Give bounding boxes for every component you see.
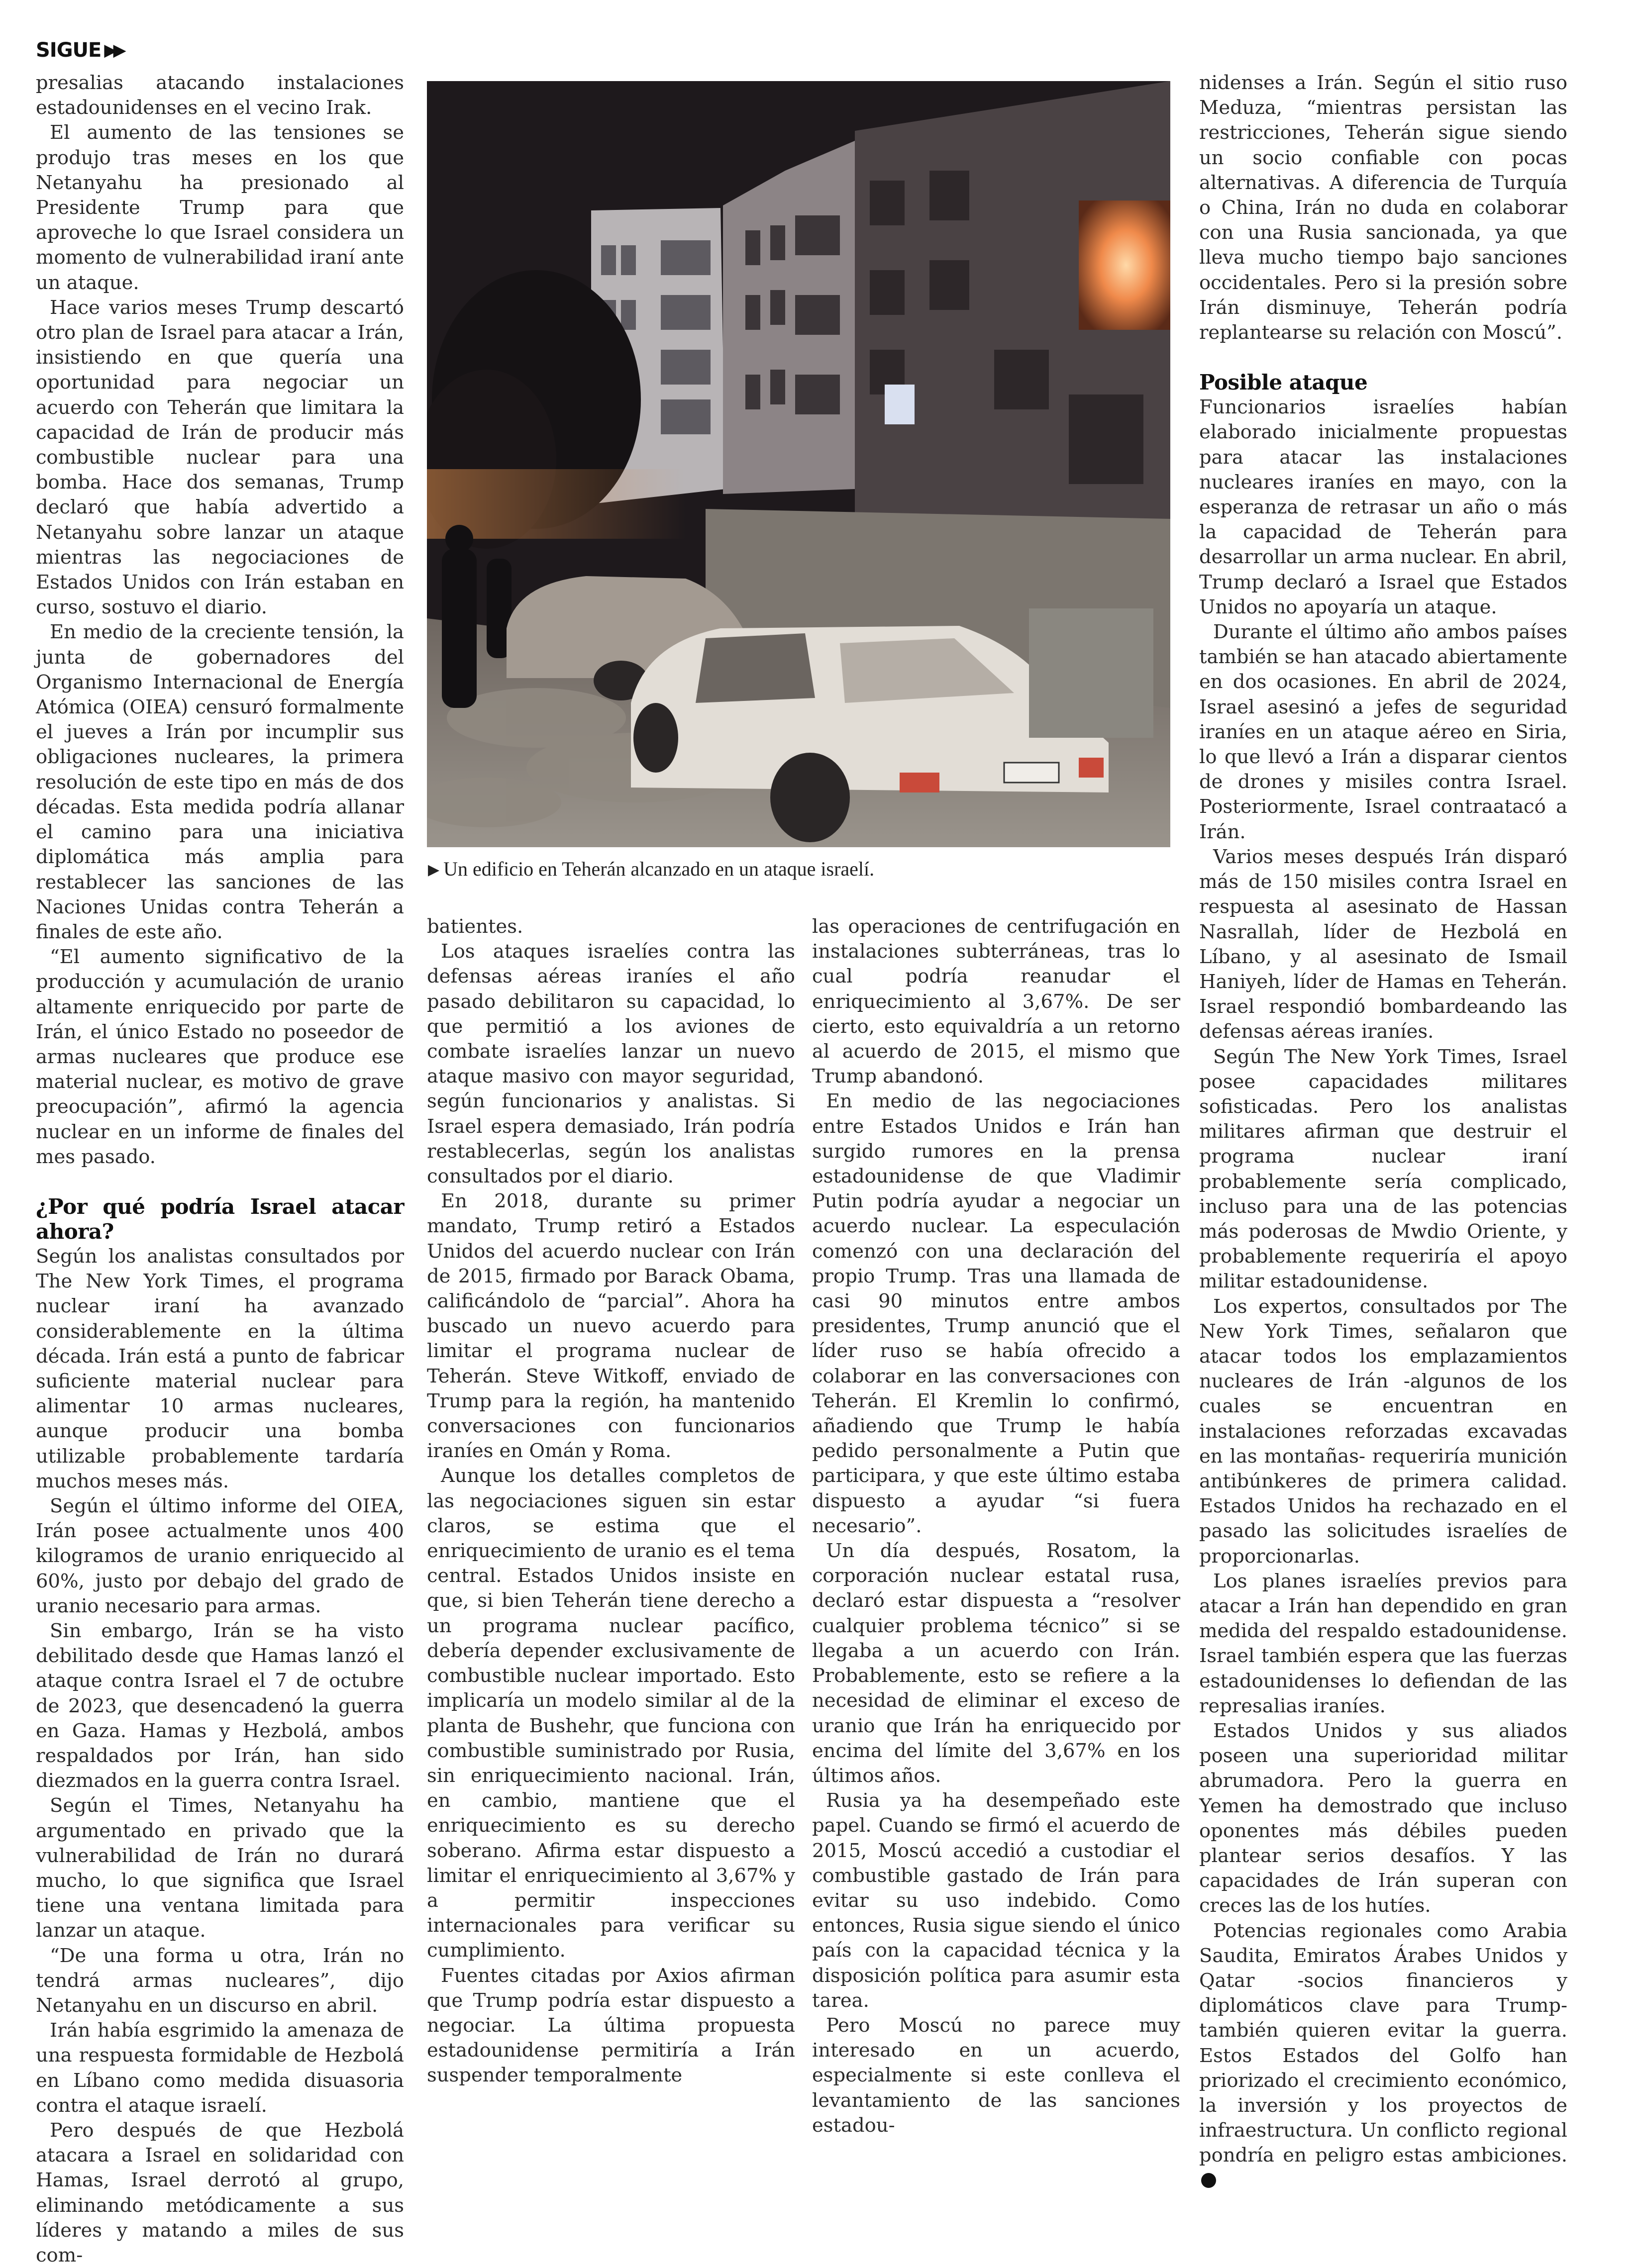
kicker-label: SIGUE [36,39,102,62]
article-paragraph [1199,1919,1567,2193]
paragraph-text: Según The New York Times, Israel posee capacidades militares sofisticadas. Pero los analistas militares afirman que destruir el programa nuclear iraní probablemente sería complicado, incluso para una de las potencias más poderosas de Mwdio Oriente, y probablemente requeriría el apoyo militar estadounidense. [1199,1045,1567,1293]
article-paragraph [427,1464,795,1963]
article-column-2 [427,914,795,2088]
paragraph-text: Los expertos, consultados por The New York Times, señalaron que atacar todos los emplazamientos nucleares de Irán -algunos de los cuales se encuentran en instalaciones reforzadas excavadas en las montañas- requeriría munición antibúnkeres de primera calidad. Estados Unidos ha rechazado en el pasado las solicitudes israelíes de proporcionarlas. [1199,1295,1567,1568]
paragraph-text: Durante el último año ambos países también se han atacado abiertamente en dos ocasiones. En abril de 2024, Israel asesinó a jefes de seguridad iraníes en un ataque aéreo en Siria, lo que llevó a Irán a disparar cientos de drones y misiles contra Israel. Posteriormente, Israel contraatacó a Irán. [1199,621,1567,843]
section-heading: ¿Por qué podría Israel atacar ahora? [36,1194,404,1244]
article-paragraph [427,1964,795,2088]
article-paragraph [1199,845,1567,1045]
paragraph-text: presalias atacando instalaciones estadounidenses en el vecino Irak. [36,72,404,119]
section-spacer [36,1170,404,1194]
paragraph-text: batientes. [427,915,523,938]
paragraph-text: Potencias regionales como Arabia Saudita, Emiratos Árabes Unidos y Qatar -socios financieros y diplomáticos clave para Trump- también quieren evitar la guerra. Estos Estados del Golfo han priorizado el crecimiento económico, la inversión y los proyectos de infraestructura. Un conflicto regional pondría en peligro estas ambiciones. [1199,1919,1567,2167]
article-paragraph [812,1788,1180,2013]
end-of-article-dot-icon [1201,2173,1216,2188]
paragraph-text: nidenses a Irán. Según el sitio ruso Meduza, “mientras persistan las restricciones, Teherán sigue siendo un socio confiable con pocas alternativas. A diferencia de Turquía o China, Irán no duda en colaborar con una Rusia sancionada, ya que lleva mucho tiempo bajo sanciones occidentales. Pero si la presión sobre Irán disminuye, Teherán podría replantearse su relación con Moscú”. [1199,72,1567,344]
article-paragraph [1199,620,1567,845]
news-photo [427,81,1170,847]
paragraph-text: Un día después, Rosatom, la corporación nuclear estatal rusa, declaró estar dispuesta a “resolver cualquier problema técnico” si se llegaba a un acuerdo con Irán. Probablemente, esto se refiere a la necesidad de eliminar el exceso de uranio que Irán ha enriquecido por encima del límite del 3,67% en los últimos años. [812,1540,1180,1787]
photo-scene [427,81,1170,847]
paragraph-text: Rusia ya ha desempeñado este papel. Cuando se firmó el acuerdo de 2015, Moscú accedió a custodiar el combustible gastado de Irán para evitar su uso indebido. Como entonces, Rusia sigue siendo el único país con la capacidad técnica y la disposición política para asumir esta tarea. [812,1789,1180,2012]
article-paragraph [36,1244,404,1494]
paragraph-text: “El aumento significativo de la producción y acumulación de uranio altamente enriquecido por parte de Irán, el único Estado no poseedor de armas nucleares que produce ese material nuclear, es motivo de grave preocupación”, afirmó la agencia nuclear en un informe de finales del mes pasado. [36,946,404,1168]
article-paragraph [812,1539,1180,1788]
article-column-3 [812,914,1180,2138]
article-paragraph [36,945,404,1170]
article-paragraph [1199,71,1567,345]
article-paragraph [36,1944,404,2019]
article-paragraph [36,120,404,295]
article-paragraph [1199,1569,1567,1719]
paragraph-text: Según los analistas consultados por The New York Times, el programa nuclear iraní ha avanzado considerablemente en la última década. Irán está a punto de fabricar suficiente material nuclear para alimentar 10 armas nucleares, aunque producir una bomba utilizable probablemente tardaría muchos meses más. [36,1245,404,1492]
paragraph-text: las operaciones de centrifugación en instalaciones subterráneas, tras lo cual podría reanudar el enriquecimiento al 3,67%. De ser cierto, esto equivaldría a un retorno al acuerdo de 2015, el mismo que Trump abandonó. [812,915,1180,1088]
paragraph-text: En medio de la creciente tensión, la junta de gobernadores del Organismo Internacional de Energía Atómica (OIEA) censuró formalmente el jueves a Irán por incumplir sus obligaciones nucleares, la primera resolución de este tipo en más de dos décadas. Esta medida podría allanar el camino para una iniciativa diplomática más amplia para restablecer las sanciones de las Naciones Unidas contra Teherán a finales de este año. [36,621,404,943]
paragraph-text: Pero después de que Hezbolá atacara a Israel en solidaridad con Hamas, Israel derrotó al grupo, eliminando metódicamente a sus líderes y matando a miles de sus com- [36,2119,404,2267]
paragraph-text: Según el último informe del OIEA, Irán posee actualmente unos 400 kilogramos de uranio enriquecido al 60%, justo por debajo del grado de uranio necesario para armas. [36,1494,404,1617]
paragraph-text: “De una forma u otra, Irán no tendrá armas nucleares”, dijo Netanyahu en un discurso en abril. [36,1944,404,2017]
article-column-1 [36,71,404,2268]
article-paragraph [36,1619,404,1793]
paragraph-text: Hace varios meses Trump descartó otro plan de Israel para atacar a Irán, insistiendo en que quería una oportunidad para negociar un acuerdo con Teherán que limitara la capacidad de Irán de producir más combustible nuclear para una bomba. Hace dos semanas, Trump declaró que había advertido a Netanyahu sobre lanzar un ataque mientras las negociaciones de Estados Unidos con Irán estaban en curso, sostuvo el diario. [36,296,404,619]
article-paragraph [812,2013,1180,2138]
paragraph-text: Según el Times, Netanyahu ha argumentado en privado que la vulnerabilidad de Irán no durará mucho, lo que significa que Israel tiene una ventana limitada para lanzar un ataque. [36,1794,404,1942]
article-paragraph [36,1793,404,1943]
paragraph-text: Irán había esgrimido la amenaza de una respuesta formidable de Hezbolá en Líbano como medida disuasoria contra el ataque israelí. [36,2019,404,2117]
paragraph-text: En medio de las negociaciones entre Estados Unidos e Irán han surgido rumores en la prensa estadounidense de que Vladimir Putin podría ayudar a negociar un acuerdo nuclear. La especulación comenzó con una declaración del propio Trump. Tras una llamada de casi 90 minutos entre ambos presidentes, Trump anunció que el líder ruso se había ofrecido a colaborar en las conversaciones con Teherán. El Kremlin lo confirmó, añadiendo que Trump le había pedido personalmente a Putin que participara, y que este último estaba dispuesto a ayudar “si fuera necesario”. [812,1090,1180,1537]
paragraph-text: Aunque los detalles completos de las negociaciones siguen sin estar claros, se estima que el enriquecimiento de uranio es el tema central. Estados Unidos insiste en que, si bien Teherán tiene derecho a un programa nuclear pacífico, debería depender exclusivamente de combustible nuclear importado. Esto implicaría un modelo similar al de la planta de Bushehr, que funciona con combustible suministrado por Rusia, sin enriquecimiento nacional. Irán, en cambio, mantiene que el enriquecimiento es su derecho soberano. Afirma estar dispuesto a limitar el enriquecimiento al 3,67% y a permitir inspecciones internacionales para verificar su cumplimiento. [427,1465,795,1962]
section-heading: Posible ataque [1199,370,1368,395]
paragraph-text: En 2018, durante su primer mandato, Trump retiró a Estados Unidos del acuerdo nuclear con Irán de 2015, firmado por Barack Obama, calificándolo de “parcial”. Ahora ha buscado un nuevo acuerdo para limitar el programa nuclear de Teherán. Steve Witkoff, enviado de Trump para la región, ha mantenido conversaciones con funcionarios iraníes en Omán y Roma. [427,1190,795,1463]
paragraph-text: Los planes israelíes previos para atacar a Irán han dependido en gran medida del respaldo estadounidense. Israel también espera que las fuerzas estadounidenses lo defiendan de las represalias iraníes. [1199,1570,1567,1717]
double-play-arrow-icon: ▶▶ [104,40,122,60]
article-paragraph [427,939,795,1189]
article-paragraph [36,1494,404,1619]
paragraph-text: Estados Unidos y sus aliados poseen una superioridad militar abrumadora. Pero la guerra en Yemen ha demostrado que incluso oponentes más débiles pueden plantear serios desafíos. Y las capacidades de Irán superan con creces las de los hutíes. [1199,1720,1567,1917]
article-paragraph [1199,1294,1567,1569]
article-paragraph [36,2118,404,2268]
paragraph-text: Los ataques israelíes contra las defensas aéreas iraníes el año pasado debilitaron su capacidad, lo que permitió a los aviones de combate israelíes lanzar un nuevo ataque masivo con mayor seguridad, según funcionarios y analistas. Si Israel espera demasiado, Irán podría restablecerlas, según los analistas consultados por el diario. [427,940,795,1188]
article-paragraph [1199,1719,1567,1919]
article-column-4 [1199,71,1567,2193]
article-paragraph [812,914,1180,1089]
paragraph-text: Pero Moscú no parece muy interesado en un acuerdo, especialmente si este conlleva el levantamiento de las sanciones estadou- [812,2014,1180,2137]
article-paragraph [427,914,795,939]
paragraph-text: Varios meses después Irán disparó más de 150 misiles contra Israel en respuesta al asesinato de Hassan Nasrallah, líder de Hezbolá en Líbano, y al asesinato de Ismail Haniyeh, líder de Hamas en Teherán. Israel respondió bombardeando las defensas aéreas iraníes. [1199,845,1567,1043]
article-paragraph [1199,395,1567,620]
article-paragraph [36,2018,404,2118]
paragraph-text: Fuentes citadas por Axios afirman que Trump podría estar dispuesto a negociar. La última propuesta estadounidense permitiría a Irán suspender temporalmente [427,1964,795,2087]
article-paragraph [812,1089,1180,1539]
article-paragraph [427,1189,795,1464]
caption-text: Un edificio en Teherán alcanzado en un ataque israelí. [443,858,875,880]
article-paragraph [36,620,404,945]
paragraph-text: El aumento de las tensiones se produjo tras meses en los que Netanyahu ha presionado al Presidente Trump para que aproveche lo que Israel considera un momento de vulnerabilidad iraní ante un ataque. [36,121,404,294]
paragraph-text: Sin embargo, Irán se ha visto debilitado desde que Hamas lanzó el ataque contra Israel el 7 de octubre de 2023, que desencadenó la guerra en Gaza. Hamas y Hezbolá, ambos respaldados por Irán, han sido diezmados en la guerra contra Israel. [36,1619,404,1792]
section-spacer [1199,345,1567,370]
photo-caption [428,857,874,883]
paragraph-text: Funcionarios israelíes habían elaborado inicialmente propuestas para atacar las instalaciones nucleares iraníes en mayo, con la esperanza de retrasar un año o más la capacidad de Teherán para desarrollar un arma nuclear. En abril, Trump declaró a Israel que Estados Unidos no apoyaría un ataque. [1199,396,1567,618]
article-paragraph [36,296,404,620]
section-kicker [36,39,122,62]
article-paragraph [1199,1045,1567,1294]
caption-arrow-icon: ▶ [428,862,440,878]
article-paragraph [36,71,404,120]
